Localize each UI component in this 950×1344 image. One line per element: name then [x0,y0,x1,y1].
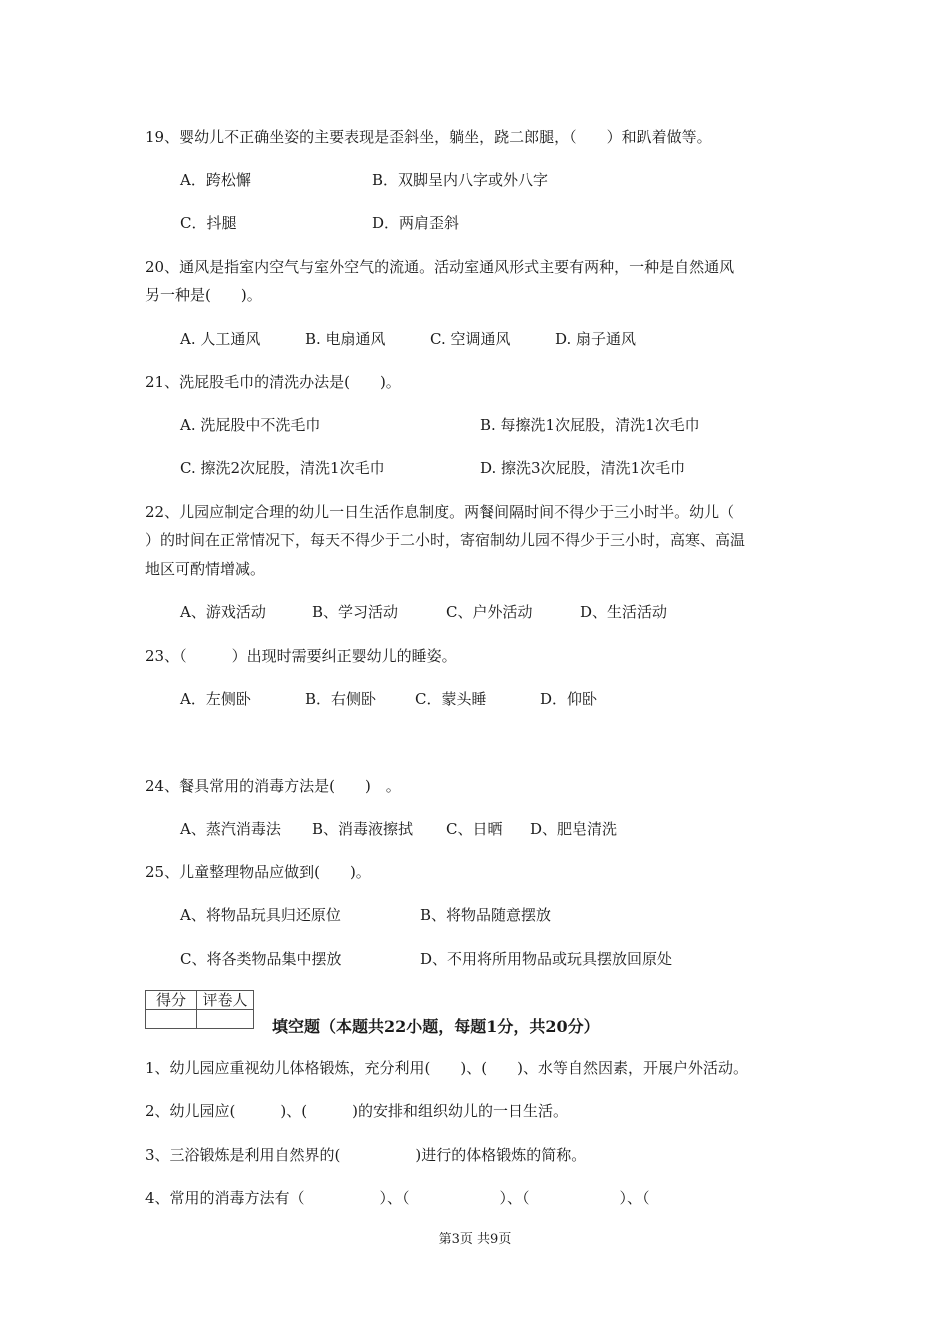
q20-option-d: D. 扇子通风 [555,330,637,348]
grader-label: 评卷人 [197,991,254,1010]
question-20-line-1: 20、通风是指室内空气与室外空气的流通。活动室通风形式主要有两种，一种是自然通风 [145,258,735,276]
question-24: 24、餐具常用的消毒方法是( ) 。 [145,777,401,795]
section-title-fill-blank: 填空题（本题共22小题，每题1分，共20分） [272,1017,600,1036]
q25-option-b: B、将物品随意摆放 [420,906,552,924]
q23-option-b: B．右侧卧 [305,690,377,708]
q24-option-a: A、蒸汽消毒法 [180,820,281,838]
q20-option-c: C. 空调通风 [430,330,511,348]
fill-blank-3: 3、三浴锻炼是利用自然界的( )进行的体格锻炼的简称。 [145,1146,587,1164]
question-23: 23、（ ）出现时需要纠正婴幼儿的睡姿。 [145,647,457,665]
q25-option-c: C、将各类物品集中摆放 [180,950,342,968]
score-box [145,990,254,1029]
q21-option-d: D. 擦洗3次屁股，清洗1次毛巾 [480,459,686,477]
q22-option-d: D、生活活动 [580,603,668,621]
score-cell [146,1010,197,1029]
fill-blank-1: 1、幼儿园应重视幼儿体格锻炼，充分利用( )、( )、水等自然因素，开展户外活动。 [145,1059,748,1077]
question-25: 25、儿童整理物品应做到( )。 [145,863,371,881]
q23-option-a: A．左侧卧 [180,690,251,708]
question-19: 19、婴幼儿不正确坐姿的主要表现是歪斜坐，躺坐，跷二郎腿，（ ）和趴着做等。 [145,128,712,146]
q19-option-d: D．两肩歪斜 [372,214,460,232]
q22-option-c: C、户外活动 [446,603,533,621]
grader-cell [197,1010,254,1029]
page-footer: 第3页 共9页 [438,1232,512,1247]
score-label: 得分 [146,991,197,1010]
fill-blank-4: 4、常用的消毒方法有（ ）、（ ）、（ ）、（ [145,1189,650,1207]
question-21: 21、洗屁股毛巾的清洗办法是( )。 [145,373,401,391]
q20-option-a: A. 人工通风 [180,330,261,348]
q21-option-c: C. 擦洗2次屁股，清洗1次毛巾 [180,459,385,477]
q23-option-d: D．仰卧 [540,690,598,708]
q21-option-b: B. 每擦洗1次屁股，清洗1次毛巾 [480,416,700,434]
q25-option-a: A、将物品玩具归还原位 [180,906,341,924]
q24-option-c: C、日晒 [446,820,503,838]
q20-option-b: B. 电扇通风 [305,330,386,348]
question-22-line-3: 地区可酌情增减。 [145,560,266,578]
question-22-line-2: ）的时间在正常情况下，每天不得少于二小时，寄宿制幼儿园不得少于三小时，高寒、高温 [145,531,746,549]
question-20-line-2: 另一种是( )。 [145,286,262,304]
q21-option-a: A. 洗屁股中不洗毛巾 [180,416,321,434]
q24-option-d: D、肥皂清洗 [530,820,618,838]
fill-blank-2: 2、幼儿园应( )、( )的安排和组织幼儿的一日生活。 [145,1102,568,1120]
question-22-line-1: 22、儿园应制定合理的幼儿一日生活作息制度。两餐间隔时间不得少于三小时半。幼儿（ [145,503,735,521]
q22-option-b: B、学习活动 [312,603,399,621]
q19-option-a: A．跨松懈 [180,171,251,189]
q22-option-a: A、游戏活动 [180,603,266,621]
q19-option-c: C．抖腿 [180,214,237,232]
q19-option-b: B．双脚呈内八字或外八字 [372,171,549,189]
q25-option-d: D、不用将所用物品或玩具摆放回原处 [420,950,673,968]
q23-option-c: C．蒙头睡 [415,690,487,708]
q24-option-b: B、消毒液擦拭 [312,820,414,838]
